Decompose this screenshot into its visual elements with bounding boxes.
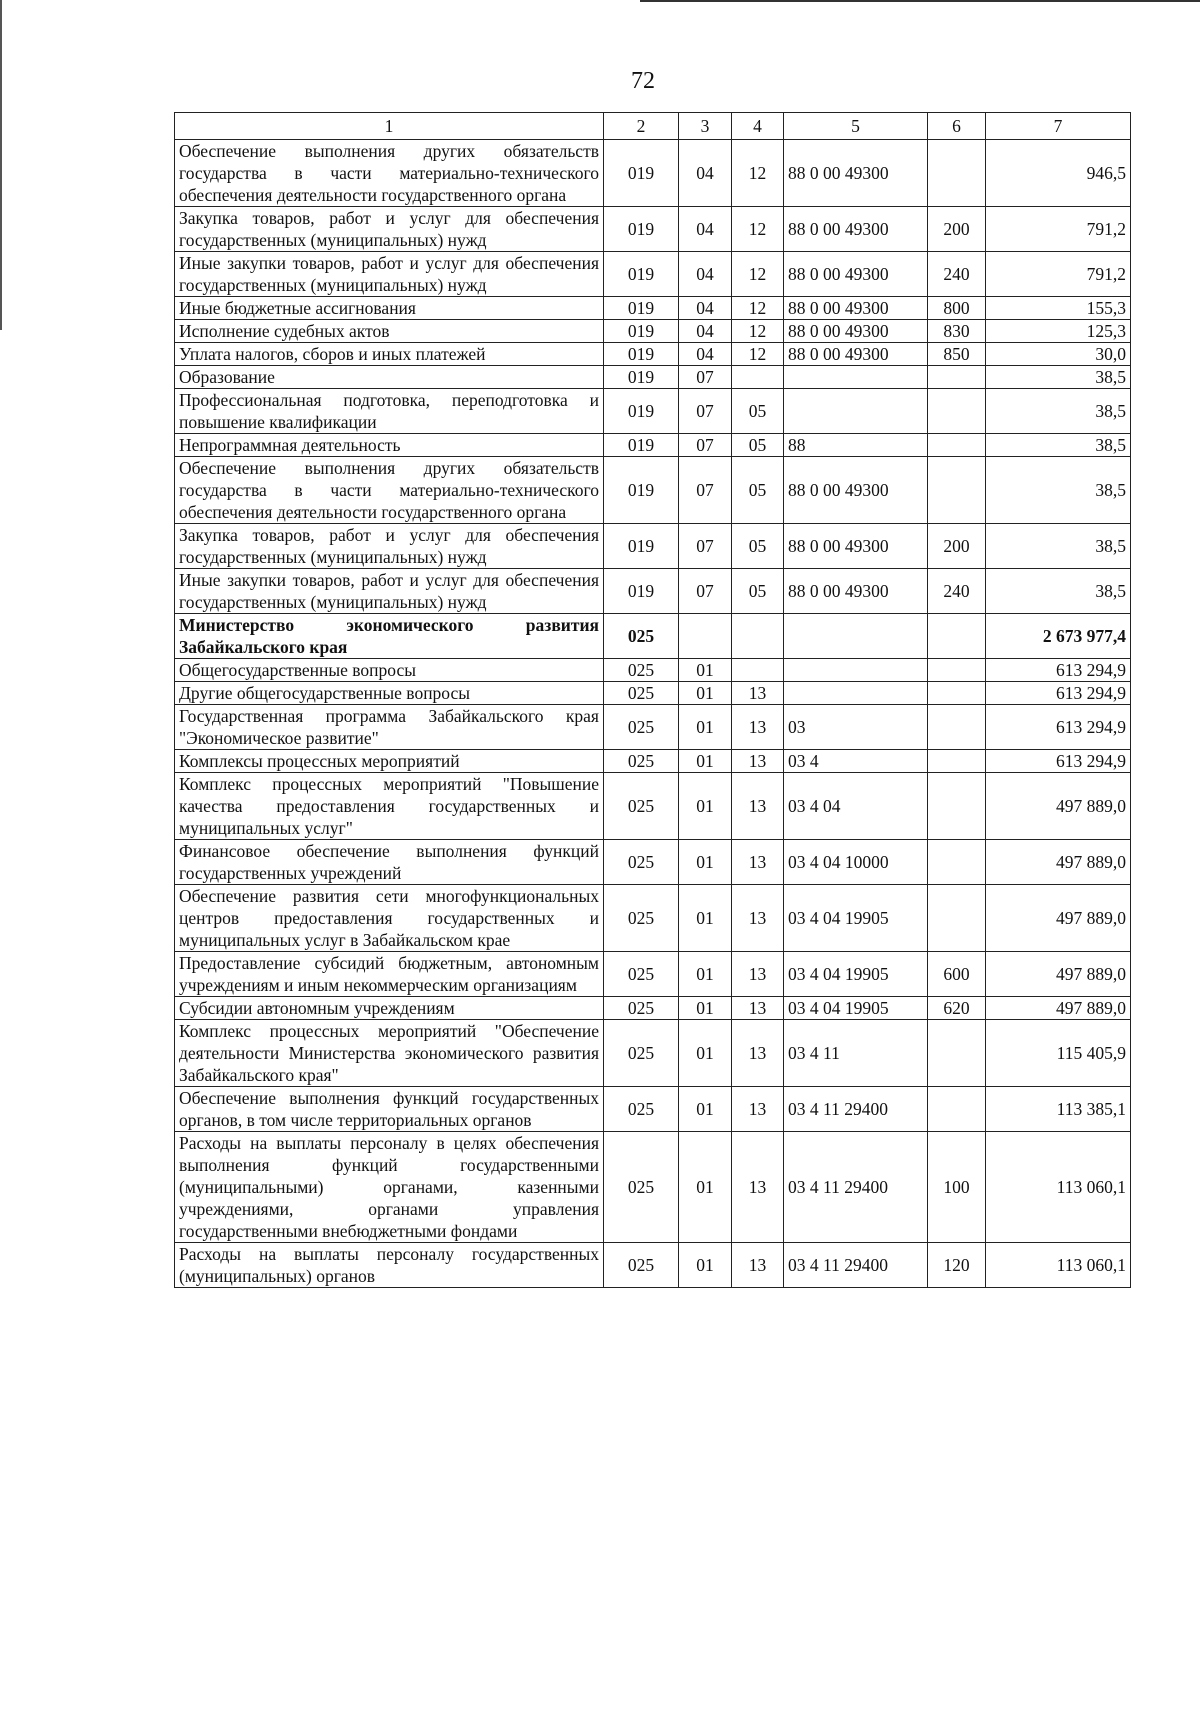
row-target-article-cell: 03 4 11 29400 — [784, 1132, 928, 1243]
row-amount-cell: 113 060,1 — [986, 1132, 1131, 1243]
row-expense-type-cell: 830 — [928, 320, 986, 343]
row-subsection-cell: 12 — [732, 252, 784, 297]
row-name-cell: Обеспечение развития сети многофункциональных центров предоставления государственных и муниципальных услуг в Забайкальском крае — [175, 885, 604, 952]
row-grbs-cell: 019 — [604, 389, 679, 434]
row-section-cell: 07 — [679, 569, 732, 614]
row-section-cell — [679, 614, 732, 659]
row-grbs-cell: 019 — [604, 140, 679, 207]
row-amount-cell: 113 385,1 — [986, 1087, 1131, 1132]
column-header: 5 — [784, 113, 928, 140]
row-target-article-cell — [784, 366, 928, 389]
row-expense-type-cell: 200 — [928, 207, 986, 252]
row-subsection-cell: 13 — [732, 705, 784, 750]
row-expense-type-cell — [928, 885, 986, 952]
row-subsection-cell: 05 — [732, 389, 784, 434]
row-amount-cell: 613 294,9 — [986, 659, 1131, 682]
table-row — [175, 997, 1131, 1020]
row-expense-type-cell — [928, 434, 986, 457]
row-grbs-cell: 025 — [604, 705, 679, 750]
row-expense-type-cell: 200 — [928, 524, 986, 569]
row-name-cell: Обеспечение выполнения других обязательств государства в части материально-технического обеспечения деятельности государственного органа — [175, 457, 604, 524]
row-subsection-cell: 12 — [732, 207, 784, 252]
row-amount-cell: 497 889,0 — [986, 885, 1131, 952]
row-name-cell: Комплекс процессных мероприятий "Обеспечение деятельности Министерства экономического развития Забайкальского края" — [175, 1020, 604, 1087]
row-section-cell: 01 — [679, 1243, 732, 1288]
table-row — [175, 1132, 1131, 1243]
row-amount-cell: 113 060,1 — [986, 1243, 1131, 1288]
row-target-article-cell: 03 — [784, 705, 928, 750]
row-amount-cell: 946,5 — [986, 140, 1131, 207]
row-amount-cell: 38,5 — [986, 524, 1131, 569]
table-row — [175, 885, 1131, 952]
row-amount-cell: 38,5 — [986, 569, 1131, 614]
row-expense-type-cell — [928, 457, 986, 524]
row-name-cell: Финансовое обеспечение выполнения функций государственных учреждений — [175, 840, 604, 885]
row-section-cell: 01 — [679, 1087, 732, 1132]
row-amount-cell: 791,2 — [986, 207, 1131, 252]
row-name-cell: Обеспечение выполнения других обязательств государства в части материально-технического обеспечения деятельности государственного органа — [175, 140, 604, 207]
row-grbs-cell: 019 — [604, 366, 679, 389]
table-row — [175, 773, 1131, 840]
row-target-article-cell: 88 0 00 49300 — [784, 457, 928, 524]
budget-table-body — [175, 113, 1131, 1288]
row-section-cell: 07 — [679, 434, 732, 457]
row-expense-type-cell — [928, 366, 986, 389]
row-subsection-cell: 13 — [732, 840, 784, 885]
page-number: 72 — [631, 68, 655, 94]
row-target-article-cell: 88 0 00 49300 — [784, 569, 928, 614]
row-expense-type-cell: 120 — [928, 1243, 986, 1288]
row-grbs-cell: 025 — [604, 840, 679, 885]
table-row — [175, 659, 1131, 682]
row-section-cell: 01 — [679, 952, 732, 997]
row-target-article-cell: 03 4 11 29400 — [784, 1087, 928, 1132]
row-section-cell: 01 — [679, 997, 732, 1020]
row-target-article-cell: 88 0 00 49300 — [784, 207, 928, 252]
row-grbs-cell: 019 — [604, 524, 679, 569]
row-name-cell: Расходы на выплаты персоналу государственных (муниципальных) органов — [175, 1243, 604, 1288]
row-grbs-cell: 019 — [604, 207, 679, 252]
row-expense-type-cell: 100 — [928, 1132, 986, 1243]
table-row — [175, 682, 1131, 705]
row-amount-cell: 38,5 — [986, 457, 1131, 524]
row-subsection-cell: 05 — [732, 457, 784, 524]
row-amount-cell: 791,2 — [986, 252, 1131, 297]
row-target-article-cell: 88 0 00 49300 — [784, 320, 928, 343]
row-amount-cell: 30,0 — [986, 343, 1131, 366]
column-header: 2 — [604, 113, 679, 140]
row-target-article-cell: 03 4 04 19905 — [784, 885, 928, 952]
row-grbs-cell: 025 — [604, 885, 679, 952]
row-target-article-cell: 03 4 04 — [784, 773, 928, 840]
row-target-article-cell — [784, 659, 928, 682]
row-target-article-cell: 88 0 00 49300 — [784, 297, 928, 320]
row-amount-cell: 613 294,9 — [986, 705, 1131, 750]
row-expense-type-cell — [928, 1020, 986, 1087]
row-target-article-cell: 03 4 04 19905 — [784, 952, 928, 997]
row-section-cell: 04 — [679, 320, 732, 343]
row-target-article-cell: 03 4 04 19905 — [784, 997, 928, 1020]
row-grbs-cell: 025 — [604, 1020, 679, 1087]
row-name-cell: Закупка товаров, работ и услуг для обеспечения государственных (муниципальных) нужд — [175, 207, 604, 252]
row-target-article-cell: 88 0 00 49300 — [784, 252, 928, 297]
row-expense-type-cell: 850 — [928, 343, 986, 366]
row-subsection-cell: 13 — [732, 1132, 784, 1243]
row-grbs-cell: 025 — [604, 952, 679, 997]
row-subsection-cell: 05 — [732, 434, 784, 457]
row-grbs-cell: 025 — [604, 682, 679, 705]
row-amount-cell: 2 673 977,4 — [986, 614, 1131, 659]
row-target-article-cell — [784, 389, 928, 434]
row-grbs-cell: 025 — [604, 614, 679, 659]
row-grbs-cell: 025 — [604, 750, 679, 773]
row-section-cell: 07 — [679, 457, 732, 524]
row-name-cell: Другие общегосударственные вопросы — [175, 682, 604, 705]
row-name-cell: Уплата налогов, сборов и иных платежей — [175, 343, 604, 366]
row-grbs-cell: 025 — [604, 1132, 679, 1243]
row-amount-cell: 38,5 — [986, 389, 1131, 434]
row-expense-type-cell: 240 — [928, 252, 986, 297]
row-expense-type-cell: 620 — [928, 997, 986, 1020]
row-target-article-cell: 03 4 — [784, 750, 928, 773]
row-name-cell: Профессиональная подготовка, переподготовка и повышение квалификации — [175, 389, 604, 434]
table-row — [175, 434, 1131, 457]
row-subsection-cell: 13 — [732, 997, 784, 1020]
table-row — [175, 569, 1131, 614]
budget-table — [174, 112, 1131, 1288]
row-target-article-cell: 03 4 11 — [784, 1020, 928, 1087]
column-header: 4 — [732, 113, 784, 140]
row-name-cell: Субсидии автономным учреждениям — [175, 997, 604, 1020]
row-expense-type-cell — [928, 1087, 986, 1132]
row-amount-cell: 155,3 — [986, 297, 1131, 320]
row-name-cell: Иные закупки товаров, работ и услуг для обеспечения государственных (муниципальных) нужд — [175, 252, 604, 297]
row-subsection-cell: 13 — [732, 773, 784, 840]
row-amount-cell: 38,5 — [986, 434, 1131, 457]
row-section-cell: 07 — [679, 389, 732, 434]
row-name-cell: Исполнение судебных актов — [175, 320, 604, 343]
row-amount-cell: 497 889,0 — [986, 773, 1131, 840]
row-expense-type-cell: 600 — [928, 952, 986, 997]
row-subsection-cell: 05 — [732, 524, 784, 569]
row-section-cell: 01 — [679, 1020, 732, 1087]
row-subsection-cell: 12 — [732, 320, 784, 343]
row-name-cell: Иные закупки товаров, работ и услуг для обеспечения государственных (муниципальных) нужд — [175, 569, 604, 614]
row-subsection-cell: 13 — [732, 750, 784, 773]
row-expense-type-cell — [928, 840, 986, 885]
scan-edge-top — [640, 0, 1200, 2]
row-target-article-cell — [784, 682, 928, 705]
row-name-cell: Комплекс процессных мероприятий "Повышение качества предоставления государственных и муниципальных услуг" — [175, 773, 604, 840]
table-row — [175, 366, 1131, 389]
row-expense-type-cell: 800 — [928, 297, 986, 320]
row-subsection-cell: 05 — [732, 569, 784, 614]
row-expense-type-cell — [928, 140, 986, 207]
row-name-cell: Предоставление субсидий бюджетным, автономным учреждениям и иным некоммерческим организациям — [175, 952, 604, 997]
row-target-article-cell: 03 4 04 10000 — [784, 840, 928, 885]
row-section-cell: 01 — [679, 1132, 732, 1243]
row-section-cell: 01 — [679, 705, 732, 750]
row-name-cell: Обеспечение выполнения функций государственных органов, в том числе территориальных органов — [175, 1087, 604, 1132]
column-header: 1 — [175, 113, 604, 140]
row-target-article-cell: 03 4 11 29400 — [784, 1243, 928, 1288]
column-header: 3 — [679, 113, 732, 140]
table-row — [175, 252, 1131, 297]
row-expense-type-cell — [928, 659, 986, 682]
row-grbs-cell: 019 — [604, 434, 679, 457]
row-section-cell: 04 — [679, 252, 732, 297]
row-subsection-cell: 12 — [732, 343, 784, 366]
table-row — [175, 952, 1131, 997]
row-target-article-cell: 88 0 00 49300 — [784, 343, 928, 366]
table-row — [175, 140, 1131, 207]
column-header: 6 — [928, 113, 986, 140]
row-subsection-cell: 13 — [732, 1087, 784, 1132]
row-subsection-cell: 12 — [732, 140, 784, 207]
row-grbs-cell: 025 — [604, 773, 679, 840]
row-section-cell: 01 — [679, 773, 732, 840]
row-grbs-cell: 025 — [604, 997, 679, 1020]
row-amount-cell: 115 405,9 — [986, 1020, 1131, 1087]
row-grbs-cell: 019 — [604, 457, 679, 524]
row-section-cell: 04 — [679, 343, 732, 366]
row-subsection-cell: 13 — [732, 885, 784, 952]
row-expense-type-cell — [928, 705, 986, 750]
row-grbs-cell: 019 — [604, 569, 679, 614]
table-row — [175, 614, 1131, 659]
row-expense-type-cell — [928, 750, 986, 773]
row-target-article-cell: 88 — [784, 434, 928, 457]
row-expense-type-cell — [928, 389, 986, 434]
row-name-cell: Расходы на выплаты персоналу в целях обеспечения выполнения функций государственными (муниципальными) органами, казенными учреждениями, органами управления государственными внебюджетными фондами — [175, 1132, 604, 1243]
row-section-cell: 04 — [679, 140, 732, 207]
table-row — [175, 750, 1131, 773]
table-row — [175, 1243, 1131, 1288]
row-section-cell: 01 — [679, 840, 732, 885]
row-expense-type-cell: 240 — [928, 569, 986, 614]
row-section-cell: 07 — [679, 524, 732, 569]
row-subsection-cell — [732, 614, 784, 659]
row-subsection-cell — [732, 366, 784, 389]
row-subsection-cell: 13 — [732, 1020, 784, 1087]
scan-edge-left — [0, 0, 2, 330]
table-row — [175, 207, 1131, 252]
row-subsection-cell — [732, 659, 784, 682]
row-target-article-cell: 88 0 00 49300 — [784, 140, 928, 207]
row-subsection-cell: 13 — [732, 682, 784, 705]
row-amount-cell: 38,5 — [986, 366, 1131, 389]
row-amount-cell: 497 889,0 — [986, 952, 1131, 997]
row-target-article-cell: 88 0 00 49300 — [784, 524, 928, 569]
row-amount-cell: 497 889,0 — [986, 997, 1131, 1020]
table-row — [175, 524, 1131, 569]
row-subsection-cell: 13 — [732, 952, 784, 997]
row-subsection-cell: 12 — [732, 297, 784, 320]
row-grbs-cell: 019 — [604, 320, 679, 343]
row-expense-type-cell — [928, 773, 986, 840]
row-subsection-cell: 13 — [732, 1243, 784, 1288]
row-amount-cell: 613 294,9 — [986, 750, 1131, 773]
row-grbs-cell: 019 — [604, 297, 679, 320]
row-name-cell: Комплексы процессных мероприятий — [175, 750, 604, 773]
row-expense-type-cell — [928, 614, 986, 659]
table-header-row — [175, 113, 1131, 140]
row-grbs-cell: 019 — [604, 343, 679, 366]
row-grbs-cell: 025 — [604, 1243, 679, 1288]
table-row — [175, 1020, 1131, 1087]
row-name-cell: Государственная программа Забайкальского края "Экономическое развитие" — [175, 705, 604, 750]
row-name-cell: Иные бюджетные ассигнования — [175, 297, 604, 320]
row-name-cell: Закупка товаров, работ и услуг для обеспечения государственных (муниципальных) нужд — [175, 524, 604, 569]
row-section-cell: 07 — [679, 366, 732, 389]
row-grbs-cell: 025 — [604, 659, 679, 682]
row-name-cell: Непрограммная деятельность — [175, 434, 604, 457]
row-expense-type-cell — [928, 682, 986, 705]
row-amount-cell: 497 889,0 — [986, 840, 1131, 885]
table-row — [175, 705, 1131, 750]
row-section-cell: 01 — [679, 750, 732, 773]
row-amount-cell: 125,3 — [986, 320, 1131, 343]
row-section-cell: 01 — [679, 659, 732, 682]
row-grbs-cell: 019 — [604, 252, 679, 297]
table-row — [175, 1087, 1131, 1132]
table-row — [175, 297, 1131, 320]
column-header: 7 — [986, 113, 1131, 140]
row-name-cell: Министерство экономического развития Забайкальского края — [175, 614, 604, 659]
row-section-cell: 01 — [679, 885, 732, 952]
row-name-cell: Общегосударственные вопросы — [175, 659, 604, 682]
row-target-article-cell — [784, 614, 928, 659]
row-grbs-cell: 025 — [604, 1087, 679, 1132]
table-row — [175, 389, 1131, 434]
table-row — [175, 320, 1131, 343]
row-name-cell: Образование — [175, 366, 604, 389]
table-row — [175, 840, 1131, 885]
row-amount-cell: 613 294,9 — [986, 682, 1131, 705]
table-row — [175, 457, 1131, 524]
row-section-cell: 04 — [679, 297, 732, 320]
row-section-cell: 04 — [679, 207, 732, 252]
table-row — [175, 343, 1131, 366]
row-section-cell: 01 — [679, 682, 732, 705]
